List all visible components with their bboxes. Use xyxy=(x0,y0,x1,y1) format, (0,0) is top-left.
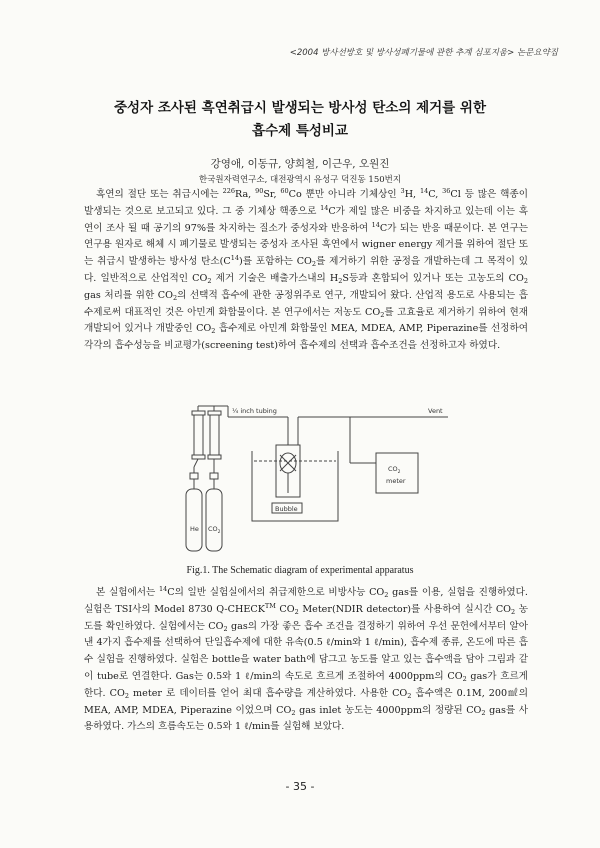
page-number: - 35 - xyxy=(285,780,315,793)
paper-title-line1: 중성자 조사된 흑연취급시 발생되는 방사성 탄소의 제거를 위한 xyxy=(114,100,486,116)
he-cylinder xyxy=(186,489,202,551)
meter-label-sub: 2 xyxy=(397,470,401,475)
meter-label-meter: meter xyxy=(386,477,406,485)
co2-cylinder xyxy=(206,489,222,551)
paper-title-line2: 흡수제 특성비교 xyxy=(252,123,348,139)
bubble-label: Bubble xyxy=(275,505,298,513)
co2-cylinder-label-sub: 2 xyxy=(217,530,221,535)
figure-caption: Fig.1. The Schematic diagram of experimental apparatus xyxy=(186,565,414,576)
running-header: <2004 방사선방호 및 방사성폐기물에 관한 추계 심포지움> 논문요약집 xyxy=(289,48,558,58)
schematic-diagram xyxy=(168,403,458,555)
meter-label-co: CO xyxy=(388,465,398,473)
paragraph-method xyxy=(84,585,528,736)
he-cylinder-label: He xyxy=(190,525,199,533)
paragraph-intro-text: 흑연의 절단 또는 취급시에는 $^{226}$Ra, $^{90}$Sr, $^{60}$Co 뿐만 아니라 기체상인 $^3$H, $^{14}$C, $^{36}$Cl 등 많은 핵종이 발생되는 것으로 보고되고 있다. 그 중 기체상 핵종으로 $^{14}$C가 제일 많은 비중을 차지하고 있는데 이는 흑연이 조사 될 때 공기의 97%를 차지하는 질소가 중성자와 반응하여 $^{14}$C가 되는 반응 때문이다. 본 연구는 연구용 원자로 해체 시 폐기물로 발생되는 중성자 조사된 흑연에서 wigner energy 제거를 위하여 절단 또는 취급시 발생하는 방사성 탄소$(C^{14})$를 포함하는 $CO_2$를 제거하기 위한 공정을 개발하는데 그 목적이 있다. 일반적으로 산업적인 $CO_2$ 제거 기술은 배출가스내의 $H_2S$등과 혼합되어 있거나 또는 고농도의 $CO_2$ gas 처리를 위한 $CO_2$의 선택적 흡수에 관한 공정위주로 연구, 개발되어 왔다. 산업적 용도로 사용되는 흡수제로써 대표적인 것은 아민계 화합물이다. 본 연구에서는 저농도 $CO_2$를 고효율로 제거하기 위하여 현재 개발되어 있거나 개발중인 $CO_2$ 흡수제로 아민계 화합물인 MEA, MDEA, AMP, Piperazine를 선정하여 각각의 흡수성능을 비교평가(screening test)하여 흡수제의 선택과 흡수조건을 선정하고자 하였다. xyxy=(84,187,528,352)
svg-text:CO2 xyxy=(388,465,401,475)
flowmeter-2 xyxy=(210,415,219,455)
affiliation: 한국원자력연구소, 대전광역시 유성구 덕진동 150번지 xyxy=(198,175,402,185)
author-list: 강영애, 이동규, 양희철, 이근우, 오원진 xyxy=(210,158,390,170)
co2-cylinder-label: CO xyxy=(208,525,218,533)
vent-label: Vent xyxy=(428,407,443,415)
paragraph-method-text: 본 실험에서는 $^{14}$C의 일반 실험실에서의 취급제한으로 비방사능 $CO_2$ gas를 이용, 실험을 진행하였다. 실험은 TSI사의 Model 8730 Q-CHECK™ $CO_2$ Meter(NDIR detector)를 사용하여 실시간 $CO_2$ 농도를 확인하였다. 실험에서는 $CO_2$ gas의 가장 좋은 흡수 조건을 결정하기 위하여 우선 문헌에서부터 알아낸 4가지 흡수제를 선택하여 단일흡수제에 대한 유속(0.5 ℓ/min와 1 ℓ/min), 흡수제 종류, 온도에 따른 흡수 실험을 진행하였다. 실험은 bottle을 water bath에 담그고 농도를 알고 있는 흡수액을 담아 그림과 같이 tube로 연결한다. Gas는 0.5와 1 ℓ/min의 속도로 흐르게 조절하여 4000ppm의 $CO_2$ gas가 흐르게 한다. $CO_2$ meter 로 데이터를 얻어 최대 흡수량을 계산하였다. 사용한 $CO_2$ 흡수액은 0.1M, 200㎖의 MEA, AMP, MDEA, Piperazine 이었으며 $CO_2$ gas inlet 농도는 4000ppm의 정량된 $CO_2$ gas를 사용하였다. 가스의 흐름속도는 0.5와 1 ℓ/min를 실험해 보았다. xyxy=(84,585,529,733)
flowmeter-1 xyxy=(194,415,203,455)
paragraph-intro xyxy=(84,187,528,355)
tubing-label: ¼ inch tubing xyxy=(232,407,277,415)
svg-text:CO2 xyxy=(208,525,221,535)
